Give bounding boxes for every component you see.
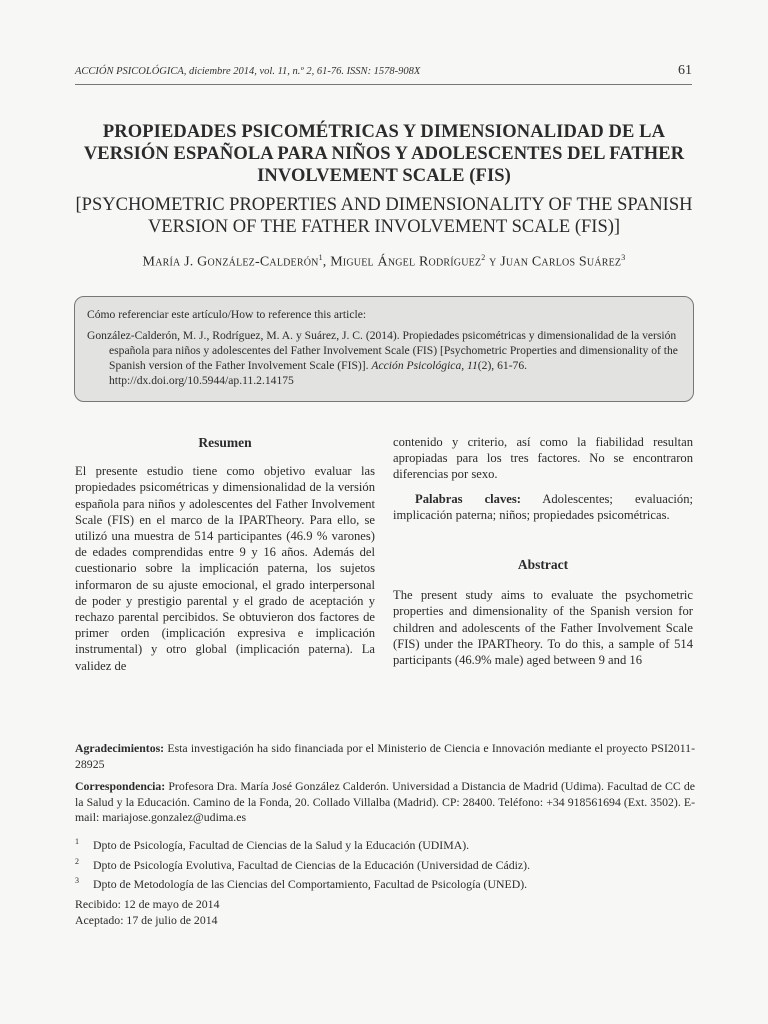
author-list bbox=[60, 253, 708, 271]
abstract-body: The present study aims to evaluate the psychometric properties and dimensionality of the Spanish version for children and adolescents of the Father Involvement Scale (FIS) under the IPARTheory. To do this, a sample of 514 participants (46.9% male) aged between 9 and 16 bbox=[393, 588, 693, 668]
correspondence bbox=[75, 779, 695, 826]
ack-text: Esta investigación ha sido financiada por el Ministerio de Ciencia e Innovación mediante el proyecto PSI2011-28925 bbox=[75, 741, 695, 771]
ack-label: Agradecimientos: bbox=[75, 741, 165, 755]
correspondence-label: Correspondencia: bbox=[75, 779, 166, 793]
citation-journal: Acción Psicológica, 11 bbox=[371, 359, 478, 372]
citation-body: González-Calderón, M. J., Rodríguez, M. A. y Suárez, J. C. (2014). Propiedades psicométricas y dimensionalidad de la versión española para niños y adolescentes del Father Involvement Scale (FIS) [Psychometric Properties and dimensionality of the Spanish version of the Father Involvement Scale (FIS)]. bbox=[87, 329, 678, 372]
author-affiliation-mark: 1 bbox=[318, 253, 323, 262]
received-date: Recibido: 12 de mayo de 2014 bbox=[75, 897, 220, 911]
author-separator: y bbox=[485, 254, 501, 270]
abstract-heading: Abstract bbox=[517, 557, 569, 573]
how-to-cite-box bbox=[74, 296, 694, 402]
affiliation-text: Dpto de Psicología, Facultad de Ciencias de la Salud y la Educación (UDIMA). bbox=[93, 837, 470, 852]
title-spanish: PROPIEDADES PSICOMÉTRICAS Y DIMENSIONALIDAD DE LA VERSIÓN ESPAÑOLA PARA NIÑOS Y ADOLESCENTES DEL FATHER INVOLVEMENT SCALE (FIS) bbox=[83, 122, 685, 186]
affiliation-text: Dpto de Metodología de las Ciencias del Comportamiento, Facultad de Psicología (UNED). bbox=[93, 876, 528, 891]
how-to-cite-heading: Cómo referenciar este artículo/How to reference this article: bbox=[87, 308, 367, 321]
correspondence-text: Profesora Dra. María José González Calderón. Universidad a Distancia de Madrid (Udima). Facultad de CC de la Salud y la Educación. Camino de la Fonda, 20. Collado Villalba (Madrid). CP: 28400. Teléfono: +34 918561694 (Ext. 3502). E-mail: mariajose.gonzalez@udima.es bbox=[75, 779, 695, 825]
submission-dates bbox=[75, 897, 219, 928]
resumen-continuation: contenido y criterio, así como la fiabilidad resultan apropiadas para los tres factores. No se encontraron diferencias por sexo. bbox=[393, 435, 693, 482]
resumen-heading: Resumen bbox=[198, 435, 252, 450]
right-column bbox=[393, 434, 693, 668]
affiliation-item bbox=[75, 873, 695, 893]
affiliation-list bbox=[75, 834, 695, 893]
citation-doi[interactable]: (2), 61-76. http://dx.doi.org/10.5944/ap.11.2.14175 bbox=[109, 359, 528, 387]
author-name: Miguel Ángel Rodríguez bbox=[330, 254, 482, 270]
author-name: María J. González-Calderón bbox=[142, 254, 319, 270]
journal-running-head: ACCIÓN PSICOLÓGICA, diciembre 2014, vol. 11, n.º 2, 61-76. ISSN: 1578-908X bbox=[75, 66, 421, 77]
author-name: Juan Carlos Suárez bbox=[500, 254, 622, 270]
keywords-label: Palabras claves: bbox=[415, 491, 521, 506]
keywords-list: Adolescentes; evaluación; implicación paterna; niños; propiedades psicométricas. bbox=[393, 491, 693, 522]
author-affiliation-mark: 2 bbox=[481, 253, 486, 262]
author-affiliation-mark: 3 bbox=[621, 253, 626, 262]
title-english: [PSYCHOMETRIC PROPERTIES AND DIMENSIONALITY OF THE SPANISH VERSION OF THE FATHER INVOLVEMENT SCALE (FIS)] bbox=[75, 195, 693, 237]
affiliation-number: 2 bbox=[75, 856, 79, 866]
keywords-paragraph bbox=[393, 491, 693, 523]
affiliation-item bbox=[75, 854, 695, 874]
author-separator: , bbox=[322, 254, 331, 270]
acknowledgements bbox=[75, 741, 695, 772]
affiliation-item bbox=[75, 834, 695, 854]
affiliation-text: Dpto de Psicología Evolutiva, Facultad de Ciencias de la Educación (Universidad de Cádiz). bbox=[93, 857, 531, 872]
accepted-date: Aceptado: 17 de julio de 2014 bbox=[75, 912, 218, 927]
citation-text bbox=[87, 328, 681, 388]
affiliation-number: 1 bbox=[75, 837, 79, 846]
resumen-body: El presente estudio tiene como objetivo evaluar las propiedades psicométricas y dimensionalidad de la versión española para niños y adolescentes del Father Involvement Scale (FIS) en el marco de la IPARTheory. Para ello, se utilizó una muestra de 514 participantes (46.9 % varones) de edades comprendidas entre 9 y 16 años. Además del cuestionario sobre la implicación paterna, los sujetos informaron de su ajuste emocional, el grado interpersonal de poder y prestigio parental y el grado de aceptación y rechazo parental percibidos. Se obtuvieron dos factores de primer orden (implicación expresiva e implicación instrumental) y otro global (implicación paterna). La validez de bbox=[75, 464, 375, 673]
page-number: 61 bbox=[678, 63, 692, 78]
left-column bbox=[75, 435, 375, 674]
header-rule bbox=[75, 84, 692, 85]
affiliation-number: 3 bbox=[75, 876, 79, 886]
